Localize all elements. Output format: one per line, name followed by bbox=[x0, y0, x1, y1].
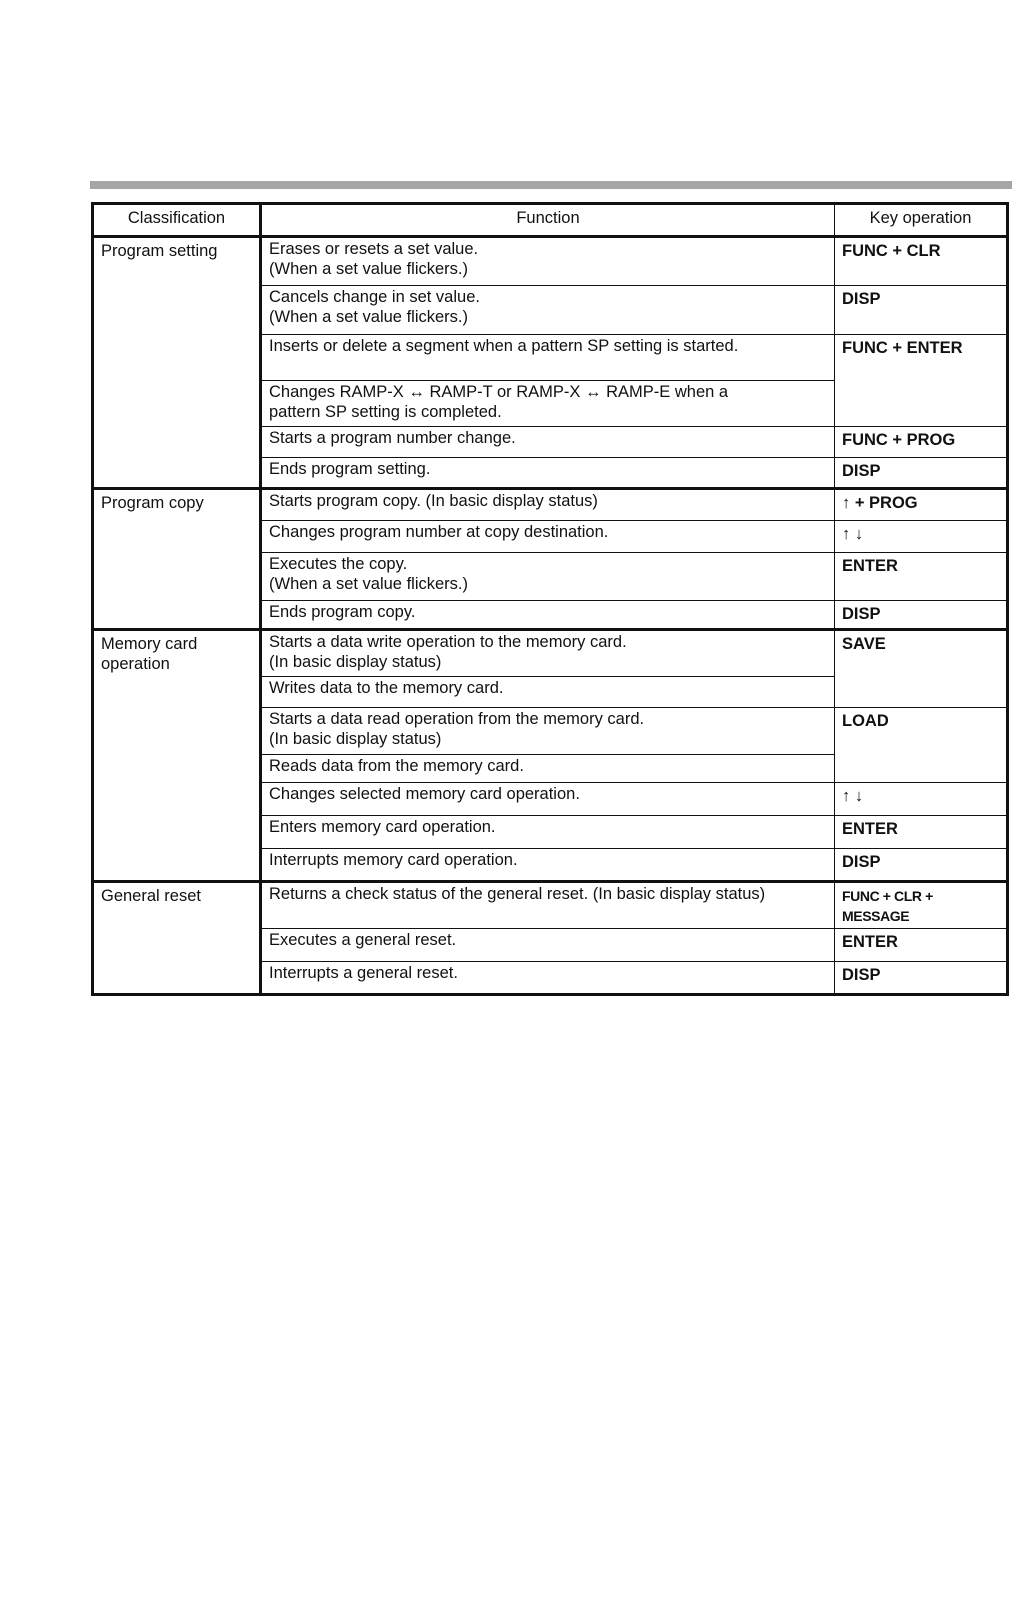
table-row bbox=[93, 882, 1008, 929]
function-cell: Inserts or delete a segment when a pattern SP setting is started. bbox=[261, 335, 835, 381]
header-function: Function bbox=[261, 204, 835, 237]
header-key-operation: Key operation bbox=[835, 204, 1008, 237]
key-operation-cell: DISP bbox=[835, 458, 1008, 489]
classification-cell: Program copy bbox=[93, 489, 261, 630]
key-operation-cell: ↑ ↓ bbox=[835, 521, 1008, 553]
key-operation-cell: FUNC + ENTER bbox=[835, 335, 1008, 427]
key-operation-cell: DISP bbox=[835, 286, 1008, 335]
function-cell: Starts a program number change. bbox=[261, 427, 835, 458]
key-operation-table bbox=[91, 202, 1009, 996]
key-operation-cell: ↑ ↓ bbox=[835, 783, 1008, 816]
classification-cell: Memory card operation bbox=[93, 630, 261, 882]
table-row bbox=[93, 237, 1008, 286]
key-operation-cell: ENTER bbox=[835, 553, 1008, 601]
key-operation-cell: DISP bbox=[835, 849, 1008, 882]
function-cell: Returns a check status of the general reset. (In basic display status) bbox=[261, 882, 835, 929]
function-cell: Writes data to the memory card. bbox=[261, 677, 835, 708]
function-cell: Changes selected memory card operation. bbox=[261, 783, 835, 816]
table-header-row bbox=[93, 204, 1008, 237]
function-cell: Reads data from the memory card. bbox=[261, 755, 835, 783]
classification-cell: Program setting bbox=[93, 237, 261, 489]
function-cell: Starts program copy. (In basic display status) bbox=[261, 489, 835, 521]
function-cell: Interrupts memory card operation. bbox=[261, 849, 835, 882]
key-operation-cell: FUNC + CLR bbox=[835, 237, 1008, 286]
classification-cell: General reset bbox=[93, 882, 261, 995]
function-cell: Executes a general reset. bbox=[261, 929, 835, 962]
function-cell: Cancels change in set value. (When a set value flickers.) bbox=[261, 286, 835, 335]
function-cell: Starts a data write operation to the memory card. (In basic display status) bbox=[261, 630, 835, 677]
table-row bbox=[93, 630, 1008, 677]
key-operation-cell: DISP bbox=[835, 962, 1008, 995]
function-cell: Interrupts a general reset. bbox=[261, 962, 835, 995]
key-operation-cell: ↑ + PROG bbox=[835, 489, 1008, 521]
function-cell: Starts a data read operation from the memory card. (In basic display status) bbox=[261, 708, 835, 755]
key-operation-cell: ENTER bbox=[835, 816, 1008, 849]
function-cell: Enters memory card operation. bbox=[261, 816, 835, 849]
function-cell: Executes the copy. (When a set value flickers.) bbox=[261, 553, 835, 601]
key-operation-cell: DISP bbox=[835, 601, 1008, 630]
function-cell: Ends program setting. bbox=[261, 458, 835, 489]
key-operation-cell: ENTER bbox=[835, 929, 1008, 962]
key-operation-cell: LOAD bbox=[835, 708, 1008, 783]
function-cell: Erases or resets a set value. (When a set value flickers.) bbox=[261, 237, 835, 286]
key-operation-cell: FUNC + PROG bbox=[835, 427, 1008, 458]
section-header-bar bbox=[90, 181, 1012, 189]
key-operation-cell: FUNC + CLR + MESSAGE bbox=[835, 882, 1008, 929]
function-cell: Ends program copy. bbox=[261, 601, 835, 630]
table-row bbox=[93, 489, 1008, 521]
key-operation-cell: SAVE bbox=[835, 630, 1008, 708]
function-cell: Changes RAMP-X ↔ RAMP-T or RAMP-X ↔ RAMP-E when a pattern SP setting is completed. bbox=[261, 381, 835, 427]
header-classification: Classification bbox=[93, 204, 261, 237]
function-cell: Changes program number at copy destination. bbox=[261, 521, 835, 553]
